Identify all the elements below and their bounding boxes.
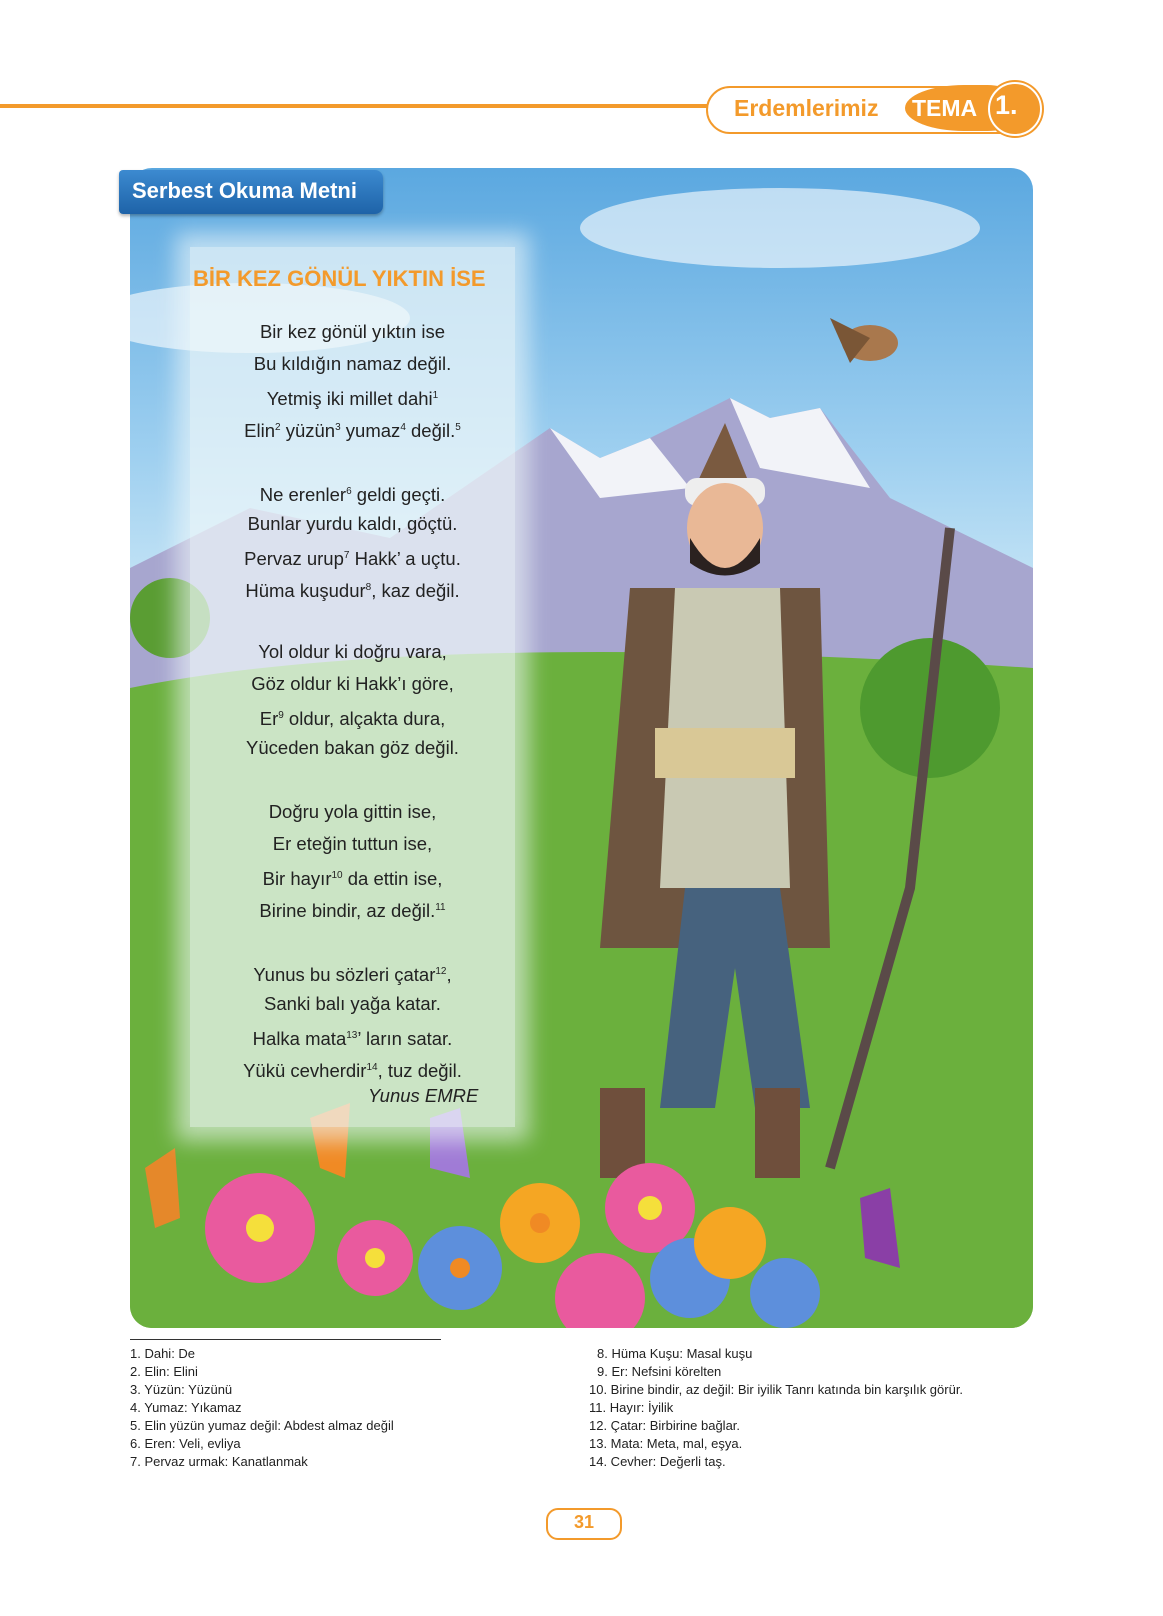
poem-text: Yunus bu sözleri çatar (253, 964, 436, 985)
poem-line (190, 636, 515, 668)
header-rule (0, 104, 720, 108)
footnote-marker: 11 (435, 902, 446, 913)
tema-label: TEMA (912, 95, 978, 121)
footnote-item: 7. Pervaz urmak: Kanatlanmak (130, 1454, 308, 1469)
poem-text: Göz oldur ki Hakk’ı göre, (251, 673, 454, 694)
poem-text: Yetmiş iki millet dahi (266, 388, 433, 409)
bird (830, 318, 898, 363)
poem-text: Pervaz urup (244, 548, 344, 569)
footnote-marker: 10 (331, 870, 343, 881)
poem-line (190, 316, 515, 348)
poem-text: Hüma kuşudur (245, 580, 366, 601)
poem-text: Doğru yola gittin ise, (268, 801, 437, 822)
footnote-marker: 12 (435, 966, 447, 977)
footnotes-left (130, 1345, 394, 1471)
footnote-item: 4. Yumaz: Yıkamaz (130, 1400, 242, 1415)
footnote-item: 9. Er: Nefsini körelten (597, 1364, 722, 1379)
poem-line (190, 476, 515, 508)
poem-stanza (190, 796, 515, 924)
poem-text: Yükü cevherdir (243, 1060, 367, 1081)
poem-text: Birine bindir, az değil. (259, 900, 436, 921)
poem-text: Ne erenler (259, 484, 347, 505)
poem-stanza (190, 636, 515, 764)
poem-title: BİR KEZ GÖNÜL YIKTIN İSE (193, 266, 486, 291)
poem-line (190, 540, 515, 572)
poem-line (190, 860, 515, 892)
footnote-marker: 14 (366, 1062, 378, 1073)
poem-text: , (446, 964, 452, 985)
poem-stanza (190, 956, 515, 1084)
footnote-marker: 2 (275, 422, 281, 433)
footnote-marker: 13 (346, 1030, 358, 1041)
poem-text: geldi geçti. (351, 484, 446, 505)
page-number: 31 (573, 1512, 595, 1532)
footnote-item: 14. Cevher: Değerli taş. (589, 1454, 726, 1469)
footnote-marker: 4 (400, 422, 406, 433)
poem-line (190, 956, 515, 988)
poem-line (190, 572, 515, 604)
poem-body (190, 316, 515, 1116)
poem-text: Sanki balı yağa katar. (264, 993, 441, 1014)
poem-line (190, 892, 515, 924)
footnote-marker: 5 (455, 422, 461, 433)
footnote-marker: 1 (432, 390, 439, 401)
poem-line (190, 732, 515, 764)
tema-number: 1. (995, 90, 1018, 120)
poem-line (190, 1052, 515, 1084)
poem-text: oldur, alçakta dura, (283, 708, 446, 729)
poem-text: da ettin ise, (342, 868, 443, 889)
footnote-item: 12. Çatar: Birbirine bağlar. (589, 1418, 741, 1433)
footnote-marker: 3 (335, 422, 341, 433)
poem-text: Bir hayır (262, 868, 332, 889)
poem-text: değil. (405, 420, 456, 441)
footnote-item: 8. Hüma Kuşu: Masal kuşu (597, 1346, 753, 1361)
cloud (580, 188, 980, 268)
poem-text: Er eteğin tuttun ise, (272, 833, 433, 854)
poem-line (190, 412, 515, 444)
poem-text: Yol oldur ki doğru vara, (258, 641, 447, 662)
footnote-marker: 8 (365, 582, 372, 593)
footnote-item: 6. Eren: Veli, evliya (130, 1436, 241, 1451)
poem-line (190, 700, 515, 732)
poem-line (190, 1020, 515, 1052)
poem-text: Hakk’ a uçtu. (349, 548, 461, 569)
poem-text: Bir kez gönül yıktın ise (259, 321, 446, 342)
poem-text: Elin (244, 420, 276, 441)
theme-name: Erdemlerimiz (734, 95, 879, 121)
section-tag-label: Serbest Okuma Metni (132, 178, 357, 203)
footnote-marker: 7 (343, 550, 350, 561)
poem-line (190, 348, 515, 380)
footnote-item: 2. Elin: Elini (130, 1364, 198, 1379)
poem-text: Halka mata (252, 1028, 347, 1049)
poem-line (190, 796, 515, 828)
footnote-item: 3. Yüzün: Yüzünü (130, 1382, 233, 1397)
poem-line (190, 380, 515, 412)
poem-text: ’ ların satar. (357, 1028, 453, 1049)
poem-text: , tuz değil. (377, 1060, 462, 1081)
footnote-item: 13. Mata: Meta, mal, eşya. (589, 1436, 743, 1451)
poem-stanza (190, 476, 515, 604)
footnote-item: 11. Hayır: İyilik (589, 1400, 674, 1415)
poem-line (190, 988, 515, 1020)
footnote-item: 1. Dahi: De (130, 1346, 196, 1361)
poem-text: yumaz (340, 420, 401, 441)
poem-text: Bu kıldığın namaz değil. (253, 353, 452, 374)
poem-text: , kaz değil. (371, 580, 460, 601)
poem-line (190, 508, 515, 540)
poem-text: Bunlar yurdu kaldı, göçtü. (247, 513, 458, 534)
poem-text: yüzün (280, 420, 336, 441)
footnote-item: 10. Birine bindir, az değil: Bir iyilik Tanrı katında bin karşılık görür. (589, 1382, 964, 1397)
poem-stanza (190, 316, 515, 444)
poem-line (190, 668, 515, 700)
poem-author: Yunus EMRE (368, 1085, 479, 1106)
footnote-marker: 6 (346, 486, 352, 497)
poem-text: Er (259, 708, 279, 729)
footnote-marker: 9 (278, 710, 284, 721)
footnote-item: 5. Elin yüzün yumaz değil: Abdest almaz değil (130, 1418, 394, 1433)
poem-text: Yüceden bakan göz değil. (246, 737, 459, 758)
footnotes-right (589, 1345, 963, 1471)
footnote-rule (130, 1339, 441, 1340)
poem-line (190, 828, 515, 860)
